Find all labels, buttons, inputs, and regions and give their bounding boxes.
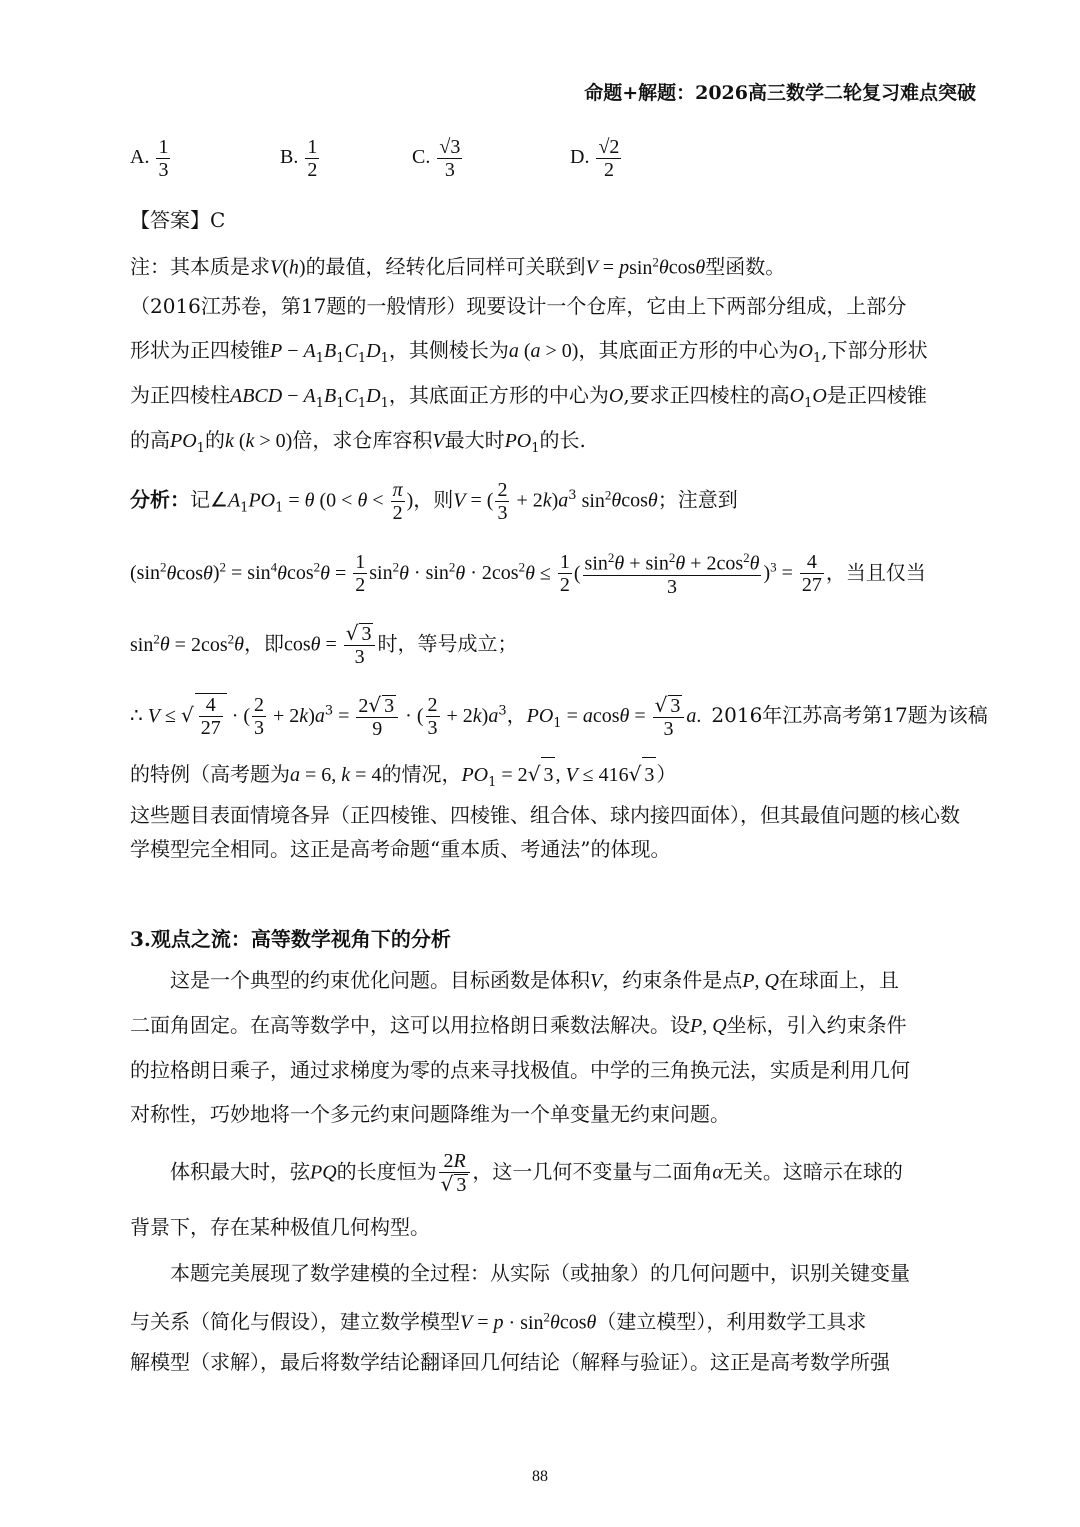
problem-line-1: （2016江苏卷，第17题的一般情形）现要设计一个仓库，它由上下两部分组成，上部分 [130, 294, 907, 318]
summary-paragraph: 这些题目表面情境各异（正四棱锥、四棱锥、组合体、球内接四面体），但其最值问题的核心数学模型完全相同。这正是高考命题“重本质、考通法”的体现。 [130, 803, 960, 861]
choice-c: C. $\frac{√3}{3}$ [412, 136, 461, 181]
section-3-p1-line-1: 这是一个典型的约束优化问题。目标函数是体积V，约束条件是点P, Q在球面上，且 [170, 968, 899, 992]
section-3-p2-line-1: 体积最大时，弦PQ的长度恒为 $\frac{2R}{√ 3}$ ，这一几何不变量与二面角α无关。这暗示在球的 [170, 1150, 903, 1196]
section-3-p1-line-2: 二面角固定。在高等数学中，这可以用拉格朗日乘数法解决。设P, Q坐标，引入约束条件 [130, 1013, 907, 1037]
choice-a: A. $\frac{1}{3}$ [130, 136, 169, 181]
problem-line-3: 为正四棱柱ABCD − $A_1B_1C_1D_1$，其底面正方形的中心为O,要求正四棱柱的高$O_1O$是正四棱锥 [130, 383, 927, 411]
section-3-title: 3.观点之流：高等数学视角下的分析 [130, 927, 451, 951]
choice-b: B. $\frac{1}{2}$ [280, 136, 318, 181]
analysis-line-2: $(\sin^2\theta\cos\theta)^2 = \sin^4\theta\cos^2\theta$ = $\frac{1}{2}$ $\sin^2\theta \cdot \sin^2\theta \cdot 2\cos^2\theta$ ≤ $\frac{1}{2}$ ( $\frac{\sin^2\theta + \sin^2\theta + 2\cos^2\theta}{3}$ )$^3$ = $\frac{4}{27}$ ，当且仅当 [130, 550, 926, 598]
section-3-p3-line-3: 解模型（求解），最后将数学结论翻译回几何结论（解释与验证）。这正是高考数学所强 [130, 1350, 890, 1374]
answer-line: 【答案】C [130, 208, 226, 232]
page-header: 命题+解题：2026高三数学二轮复习难点突破 [584, 82, 976, 104]
analysis-line-4: ∴ V ≤ √ $\frac{4}{27}$ · ( $\frac{2}{3}$ + $2k)a^3$ = $\frac{2√ 3}{9}$ · ( $\frac{2}{3}$ + $2k)a^3$，$PO_1 = acos\theta$ = $\frac{√ 3}{3}$ a. 2016年江苏高考第17题为该稿 [130, 692, 988, 740]
page-number: 88 [532, 1468, 548, 1485]
section-3-p3-line-2: 与关系（简化与假设），建立数学模型$V = p \cdot \sin^2\theta\cos\theta$（建立模型），利用数学工具求 [130, 1309, 867, 1334]
choice-d: D. $\frac{√2}{2}$ [570, 136, 620, 181]
analysis-line-1: 分析：记$\angle A_1PO_1 = \theta$ (0 < θ < $\frac{\pi}{2}$ )，则V = ( $\frac{2}{3}$ + $2k)a^3$ $\sin^2\theta\cos\theta$；注意到 [130, 478, 738, 524]
section-3-p1-line-3: 的拉格朗日乘子，通过求梯度为零的点来寻找极值。中学的三角换元法，实质是利用几何 [130, 1058, 910, 1082]
problem-line-2: 形状为正四棱锥$P - A_1B_1C_1D_1$，其侧棱长为a (a > 0)，其底面正方形的中心为$O_1$,下部分形状 [130, 338, 928, 366]
section-3-p2-line-2: 背景下，存在某种极值几何构型。 [130, 1215, 430, 1239]
section-3-p1-line-4: 对称性，巧妙地将一个多元约束问题降维为一个单变量无约束问题。 [130, 1102, 730, 1126]
section-3-p3-line-1: 本题完美展现了数学建模的全过程：从实际（或抽象）的几何问题中，识别关键变量 [170, 1261, 910, 1285]
note-line: 注：其本质是求V(h)的最值，经转化后同样可关联到V = psin$^2$θcosθ型函数。 [130, 254, 786, 279]
problem-line-4: 的高$PO_1$的k (k > 0)倍，求仓库容积V最大时$PO_1$的长. [130, 428, 586, 456]
analysis-line-3: $\sin^2\theta = 2\cos^2\theta$，即cosθ = $\frac{√ 3}{3}$ 时，等号成立； [130, 621, 518, 669]
analysis-line-5: 的特例（高考题为a = 6, k = 4的情况，$PO_1 = 2√$ 3 , V ≤ 416√ 3 ） [130, 757, 978, 800]
